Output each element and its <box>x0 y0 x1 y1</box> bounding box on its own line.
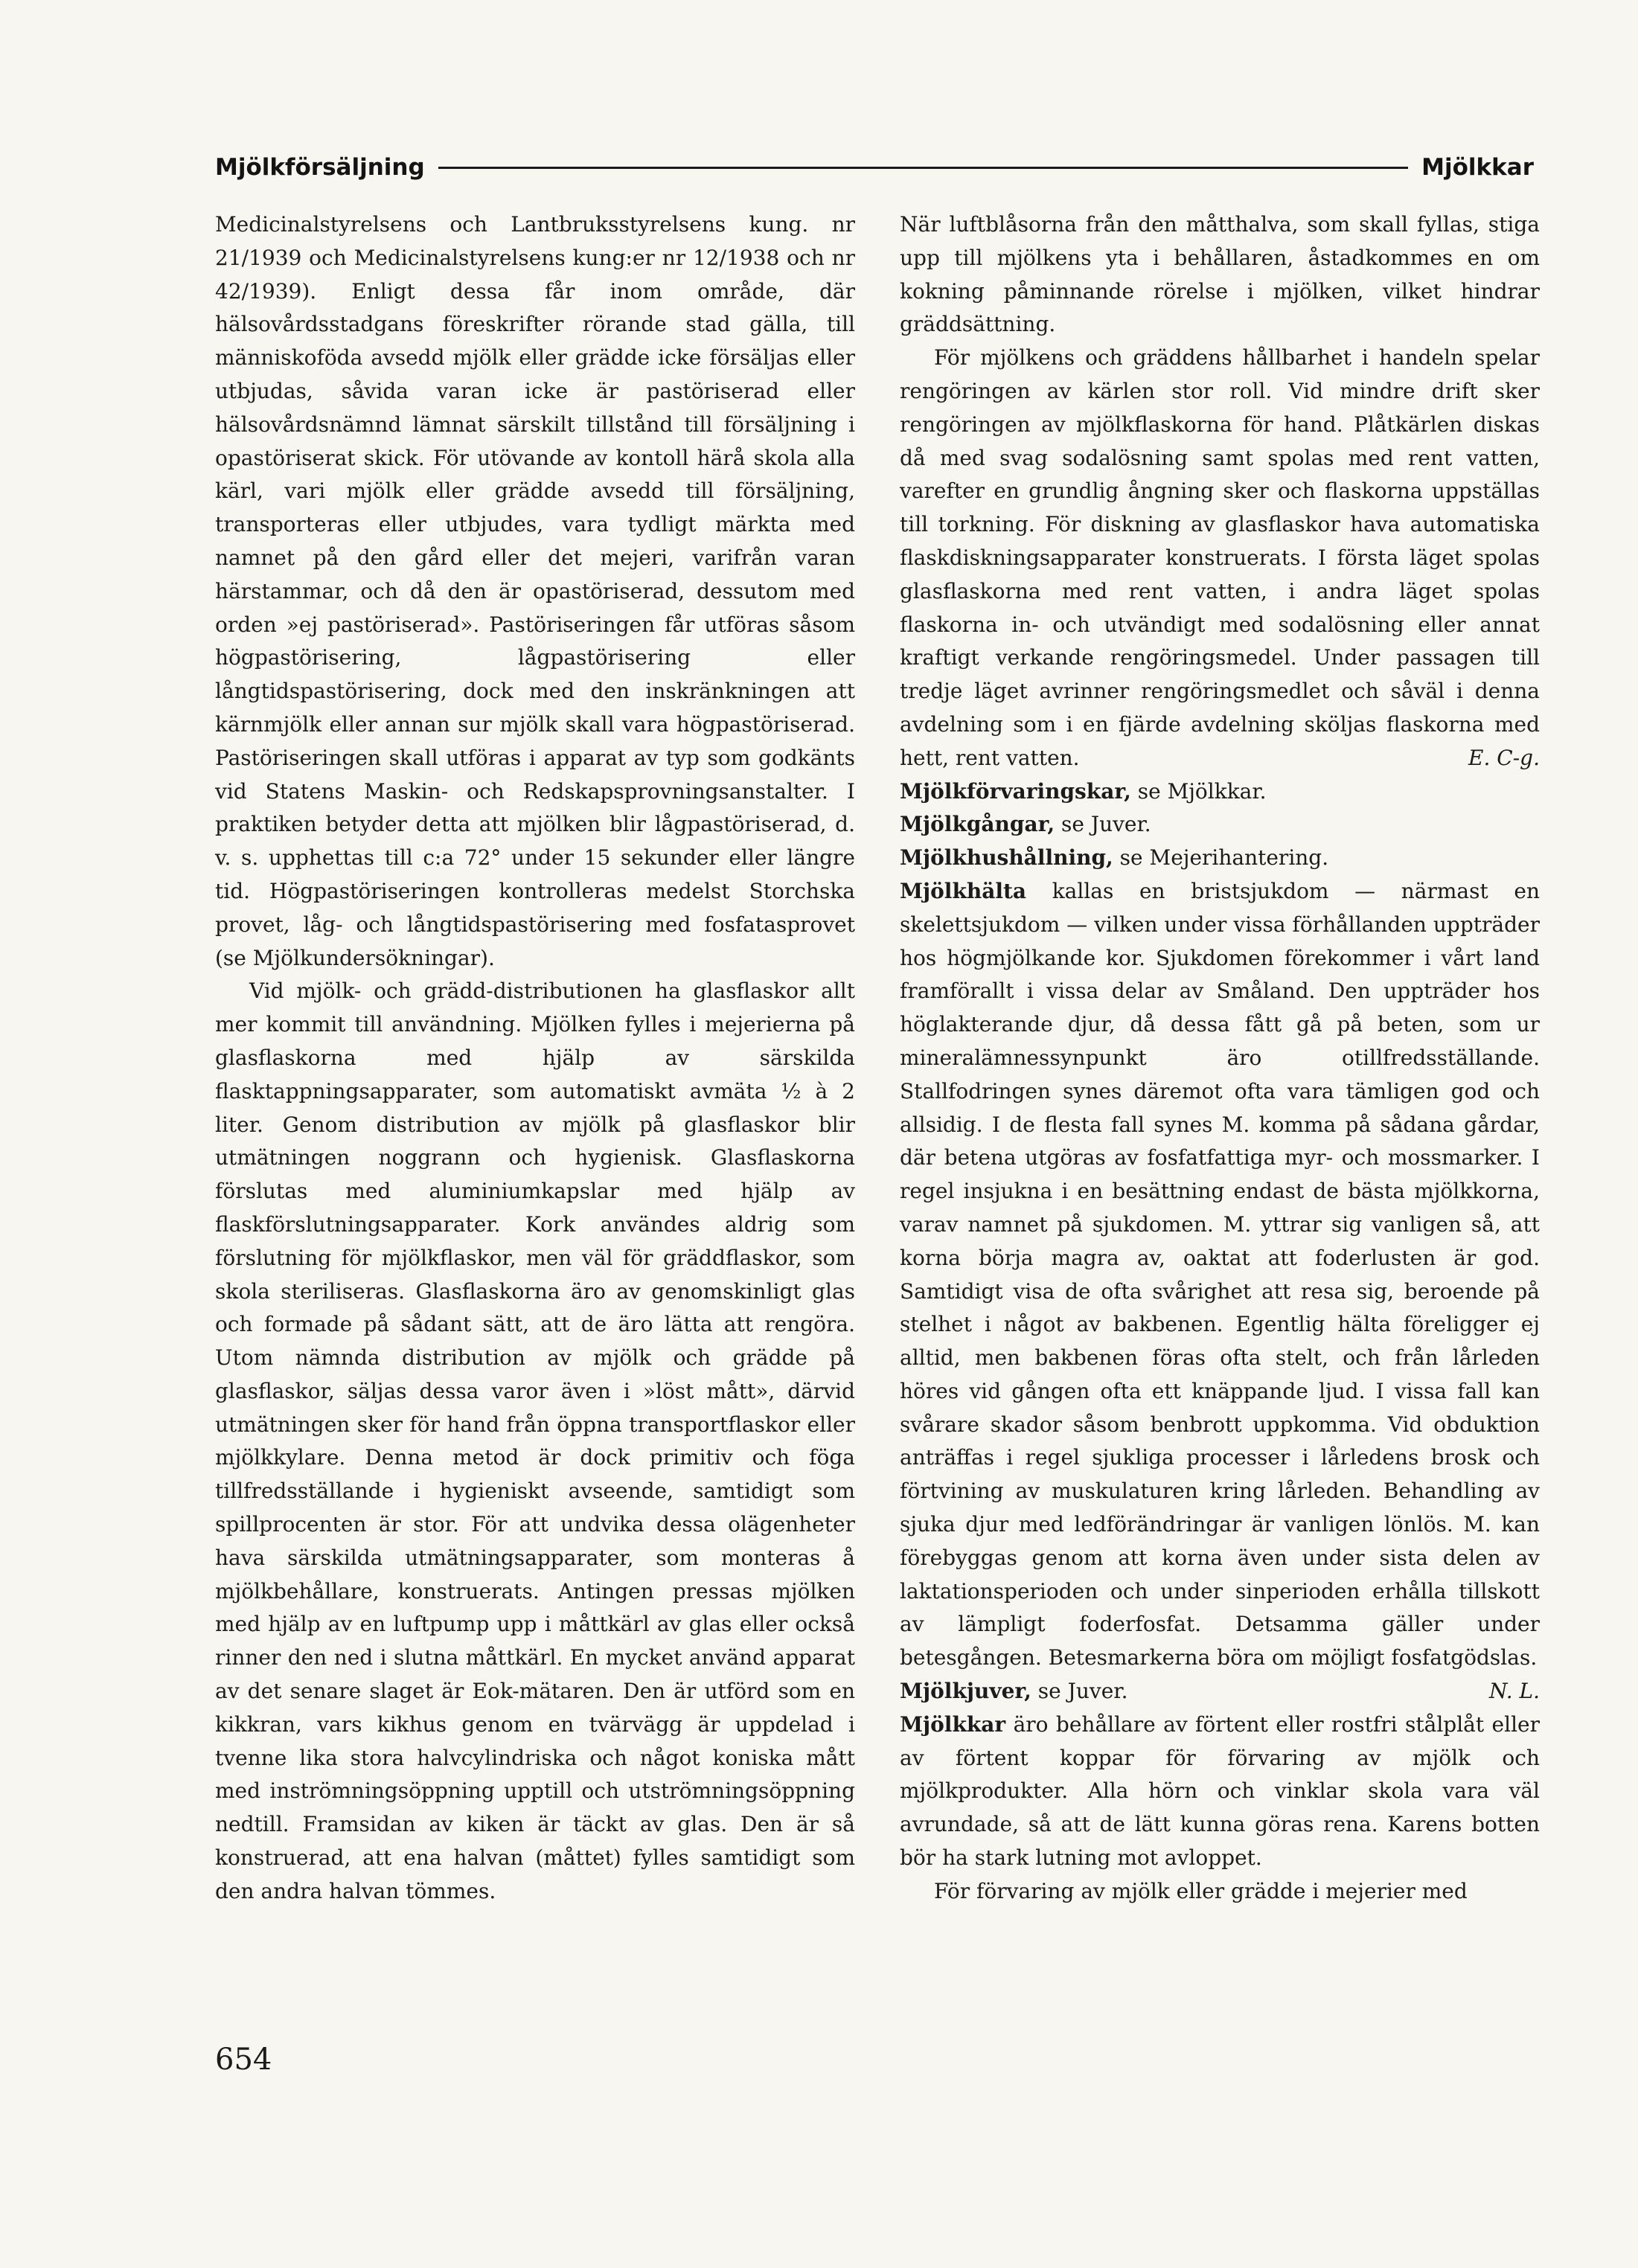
entry-text: se Juver. <box>1055 812 1151 837</box>
entry-headword: Mjölkgångar, <box>900 812 1055 837</box>
dictionary-entry <box>900 1708 1540 1875</box>
cross-reference-entry <box>900 808 1540 842</box>
paragraph: Medicinalstyrelsens och Lantbruksstyrelsens kung. nr 21/1939 och Medicinalstyrelsens kung:er nr 12/1938 och nr 42/1939). Enligt dessa får inom område, där hälsovårdsstadgans föreskrifter rörande stad gälla, till människoföda avsedd mjölk eller grädde icke försäljas eller utbjudas, såvida varan icke är pastöriserad eller hälsovårdsnämnd lämnat särskilt tillstånd till försäljning i opastöriserat skick. För utövande av kontoll härå skola alla kärl, vari mjölk eller grädde avsedd till försäljning, transporteras eller utbjudes, vara tydligt märkta med namnet på den gård eller det mejeri, varifrån varan härstammar, och då den är opastöriserad, dessutom med orden »ej pastöriserad». Pastöriseringen får utföras såsom högpastörisering, lågpastörisering eller långtidspastörisering, dock med den inskränkningen att kärnmjölk eller annan sur mjölk skall vara högpastöriserad. Pastöriseringen skall utföras i apparat av typ som godkänts vid Statens Maskin- och Redskapsprovningsanstalter. I praktiken betyder detta att mjölken blir lågpastöriserad, d. v. s. upphettas till c:a 72° under 15 sekunder eller längre tid. Högpastöriseringen kontrolleras medelst Storchska provet, låg- och långtidspastörisering med fosfatasprovet (se Mjölkundersökningar). <box>215 212 855 970</box>
entry-text: se Mejerihantering. <box>1113 845 1329 871</box>
cross-reference-entry <box>900 775 1540 809</box>
left-column <box>215 208 855 1909</box>
right-column <box>900 208 1540 1909</box>
page-number: 654 <box>215 2043 272 2077</box>
author-signature: E. C-g. <box>1468 745 1540 770</box>
header-left-keyword: Mjölkförsäljning <box>215 154 425 181</box>
author-signature: N. L. <box>1488 1679 1540 1704</box>
paragraph-text: För mjölkens och gräddens hållbarhet i handeln spelar rengöringen av kärlen stor roll. Vid mindre drift sker rengöringen av mjölkflaskorna för hand. Plåtkärlen diskas då med svag sodalösning samt spolas med rent vatten, varefter en grundlig ångning sker och flaskorna uppställas till torkning. För diskning av glasflaskor hava automatiska flaskdiskningsapparater konstruerats. I första läget spolas glasflaskorna med rent vatten, i andra läget spolas flaskorna in- och utvändigt med sodalösning eller annat kraftigt verkande rengöringsmedel. Under passagen till tredje läget avrinner rengöringsmedlet och såväl i denna avdelning som i en fjärde avdelning sköljas flaskorna med hett, rent vatten. <box>900 345 1540 770</box>
paragraph: När luftblåsorna från den måtthalva, som skall fyllas, stiga upp till mjölkens yta i behållaren, åstadkommes en om kokning påminnande rörelse i mjölken, vilket hindrar gräddsättning. <box>900 212 1540 337</box>
cross-reference-entry <box>900 842 1540 875</box>
paragraph: För förvaring av mjölk eller grädde i mejerier med <box>934 1878 1468 1903</box>
paragraph: Vid mjölk- och grädd-distributionen ha glasflaskor allt mer kommit till användning. Mjölken fylles i mejerierna på glasflaskorna med hjälp av särskilda flasktappningsapparater, som automatiskt avmäta ½ à 2 liter. Genom distribution av mjölk på glasflaskor blir utmätningen noggrann och hygienisk. Glasflaskorna förslutas med aluminiumkapslar med hjälp av flaskförslutningsapparater. Kork användes aldrig som förslutning för mjölkflaskor, men väl för gräddflaskor, som skola steriliseras. Glasflaskorna äro av genomskinligt glas och formade på sådant sätt, att de äro lätta att rengöra. Utom nämnda distribution av mjölk och grädde på glasflaskor, säljas dessa varor även i »löst mått», därvid utmätningen sker för hand från öppna transportflaskor eller mjölkkylare. Denna metod är dock primitiv och föga tillfredsställande i hygieniskt avseende, samtidigt som spillprocenten är stor. För att undvika dessa olägenheter hava särskilda utmätningsapparater, som monteras å mjölkbehållare, konstruerats. Antingen pressas mjölken med hjälp av en luftpump upp i måttkärl av glas eller också rinner den ned i slutna måttkärl. En mycket använd apparat av det senare slaget är Eok-mätaren. Den är utförd som en kikkran, vars kikhus genom en tvärvägg är uppdelad i tvenne lika stora halvcylindriska och något koniska mått med inströmningsöppning upptill och utströmningsöppning nedtill. Framsidan av kiken är täckt av glas. Den är så konstruerad, att ena halvan (måttet) fylles samtidigt som den andra halvan tömmes. <box>215 978 855 1903</box>
entry-headword: Mjölkhälta <box>900 878 1027 903</box>
entry-text: se Juver. <box>1031 1679 1128 1704</box>
entry-headword: Mjölkhushållning, <box>900 845 1113 871</box>
paragraph <box>900 342 1540 775</box>
entry-headword: Mjölkförvaringskar, <box>900 778 1131 804</box>
entry-text: se Mjölkkar. <box>1130 778 1267 804</box>
entry-text: äro behållare av förtent eller rostfri stålplåt eller av förtent koppar för förvaring av mjölk och mjölkprodukter. Alla hörn och vinklar skola vara väl avrundade, så att de lätt kunna göras rena. Karens botten bör ha stark lutning mot avloppet. <box>900 1711 1540 1871</box>
entry-headword: Mjölkjuver, <box>900 1679 1031 1704</box>
header-rule <box>438 167 1408 169</box>
entry-headword: Mjölkkar <box>900 1711 1006 1737</box>
cross-reference-entry <box>900 1675 1540 1708</box>
entry-text: kallas en bristsjukdom — närmast en skelettsjukdom — vilken under vissa förhållanden uppträder hos högmjölkande kor. Sjukdomen förekommer i vårt land framförallt i vissa delar av Småland. Den uppträder hos höglakterande djur, då dessa fått gå på beten, som ur mineralämnessynpunkt äro otillfredsställande. Stallfodringen synes däremot ofta vara tämligen god och allsidig. I de flesta fall synes M. komma på sådana gårdar, där betena utgöras av fosfatfattiga myr- och mossmarker. I regel insjukna i en besättning endast de bästa mjölkkorna, varav namnet på sjukdomen. M. yttrar sig vanligen så, att korna börja magra av, oaktat att foderlusten är god. Samtidigt visa de ofta svårighet att resa sig, beroende på stelhet i något av bakbenen. Egentlig hälta föreligger ej alltid, men bakbenen föras ofta stelt, och från lårleden höres vid gången ofta ett knäppande ljud. I vissa fall kan svårare skador såsom benbrott uppkomma. Vid obduktion anträffas i regel sjukliga processer i lårledens brosk och förtvining av muskulaturen kring lårleden. Behandling av sjuka djur med ledförändringar är vanligen lönlös. M. kan förebyggas genom att korna även under sista delen av laktationsperioden och under sinperioden erhålla tillskott av lämpligt foderfosfat. Detsamma gäller under betesgången. Betesmarkerna böra om möjligt fosfatgödslas. <box>900 878 1540 1670</box>
header-right-keyword: Mjölkkar <box>1421 154 1534 181</box>
running-header <box>215 149 1534 186</box>
